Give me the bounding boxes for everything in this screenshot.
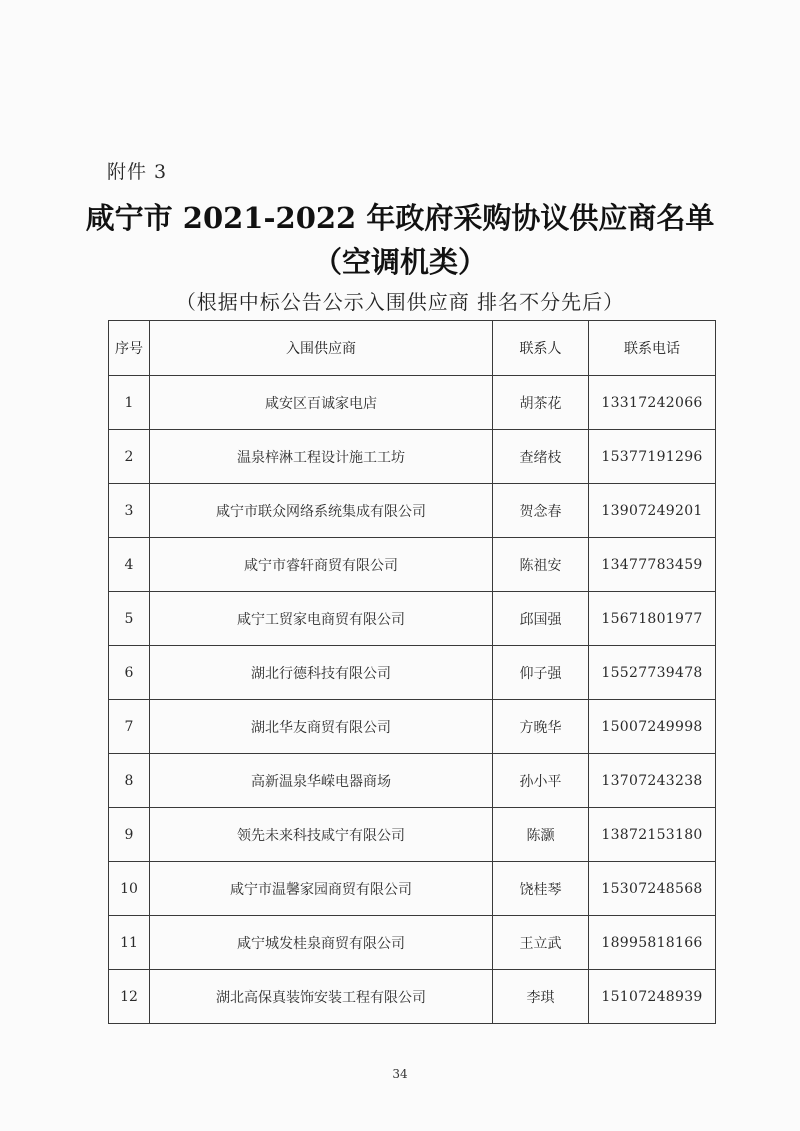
cell-no: 9 xyxy=(109,808,150,862)
table-header-row xyxy=(109,321,716,376)
table-row xyxy=(109,970,716,1024)
cell-phone: 15007249998 xyxy=(589,700,716,754)
cell-contact: 胡茶花 xyxy=(493,376,589,430)
document-title: 咸宁市 2021-2022 年政府采购协议供应商名单 xyxy=(85,201,715,235)
cell-no: 11 xyxy=(109,916,150,970)
cell-contact: 孙小平 xyxy=(493,754,589,808)
cell-supplier: 湖北高保真装饰安装工程有限公司 xyxy=(150,970,493,1024)
table-row xyxy=(109,916,716,970)
column-header-phone: 联系电话 xyxy=(589,321,716,376)
cell-no: 5 xyxy=(109,592,150,646)
cell-contact: 王立武 xyxy=(493,916,589,970)
column-header-supplier: 入围供应商 xyxy=(150,321,493,376)
table-row xyxy=(109,862,716,916)
column-header-contact: 联系人 xyxy=(493,321,589,376)
table-row xyxy=(109,376,716,430)
cell-no: 6 xyxy=(109,646,150,700)
cell-no: 8 xyxy=(109,754,150,808)
cell-supplier: 湖北行德科技有限公司 xyxy=(150,646,493,700)
cell-no: 12 xyxy=(109,970,150,1024)
table-row xyxy=(109,538,716,592)
table-row xyxy=(109,484,716,538)
cell-phone: 15107248939 xyxy=(589,970,716,1024)
cell-contact: 饶桂琴 xyxy=(493,862,589,916)
cell-phone: 13872153180 xyxy=(589,808,716,862)
table-row xyxy=(109,646,716,700)
column-header-no: 序号 xyxy=(109,321,150,376)
cell-phone: 15377191296 xyxy=(589,430,716,484)
document-title-category: （空调机类） xyxy=(312,245,487,279)
cell-supplier: 咸宁城发桂泉商贸有限公司 xyxy=(150,916,493,970)
cell-supplier: 咸宁市睿轩商贸有限公司 xyxy=(150,538,493,592)
cell-supplier: 咸宁工贸家电商贸有限公司 xyxy=(150,592,493,646)
cell-phone: 15527739478 xyxy=(589,646,716,700)
cell-phone: 15307248568 xyxy=(589,862,716,916)
cell-contact: 陈灏 xyxy=(493,808,589,862)
cell-supplier: 咸安区百诚家电店 xyxy=(150,376,493,430)
cell-no: 3 xyxy=(109,484,150,538)
table-row xyxy=(109,754,716,808)
cell-contact: 陈祖安 xyxy=(493,538,589,592)
page-number: 34 xyxy=(392,1067,408,1081)
cell-phone: 13707243238 xyxy=(589,754,716,808)
cell-contact: 李琪 xyxy=(493,970,589,1024)
cell-contact: 贺念春 xyxy=(493,484,589,538)
cell-contact: 仰子强 xyxy=(493,646,589,700)
table-row xyxy=(109,592,716,646)
cell-contact: 方晚华 xyxy=(493,700,589,754)
cell-supplier: 领先未来科技咸宁有限公司 xyxy=(150,808,493,862)
table-row xyxy=(109,430,716,484)
cell-no: 1 xyxy=(109,376,150,430)
cell-supplier: 高新温泉华嵘电器商场 xyxy=(150,754,493,808)
cell-supplier: 温泉梓淋工程设计施工工坊 xyxy=(150,430,493,484)
attachment-label: 附件 3 xyxy=(107,161,168,183)
cell-contact: 查绪枝 xyxy=(493,430,589,484)
cell-no: 7 xyxy=(109,700,150,754)
cell-no: 2 xyxy=(109,430,150,484)
cell-no: 4 xyxy=(109,538,150,592)
supplier-table xyxy=(108,320,716,1024)
cell-supplier: 咸宁市温馨家园商贸有限公司 xyxy=(150,862,493,916)
cell-phone: 13477783459 xyxy=(589,538,716,592)
cell-no: 10 xyxy=(109,862,150,916)
table-row xyxy=(109,808,716,862)
cell-phone: 18995818166 xyxy=(589,916,716,970)
cell-supplier: 湖北华友商贸有限公司 xyxy=(150,700,493,754)
cell-contact: 邱国强 xyxy=(493,592,589,646)
cell-phone: 15671801977 xyxy=(589,592,716,646)
cell-phone: 13317242066 xyxy=(589,376,716,430)
cell-phone: 13907249201 xyxy=(589,484,716,538)
table-row xyxy=(109,700,716,754)
cell-supplier: 咸宁市联众网络系统集成有限公司 xyxy=(150,484,493,538)
document-subtitle: （根据中标公告公示入围供应商 排名不分先后） xyxy=(175,290,625,314)
